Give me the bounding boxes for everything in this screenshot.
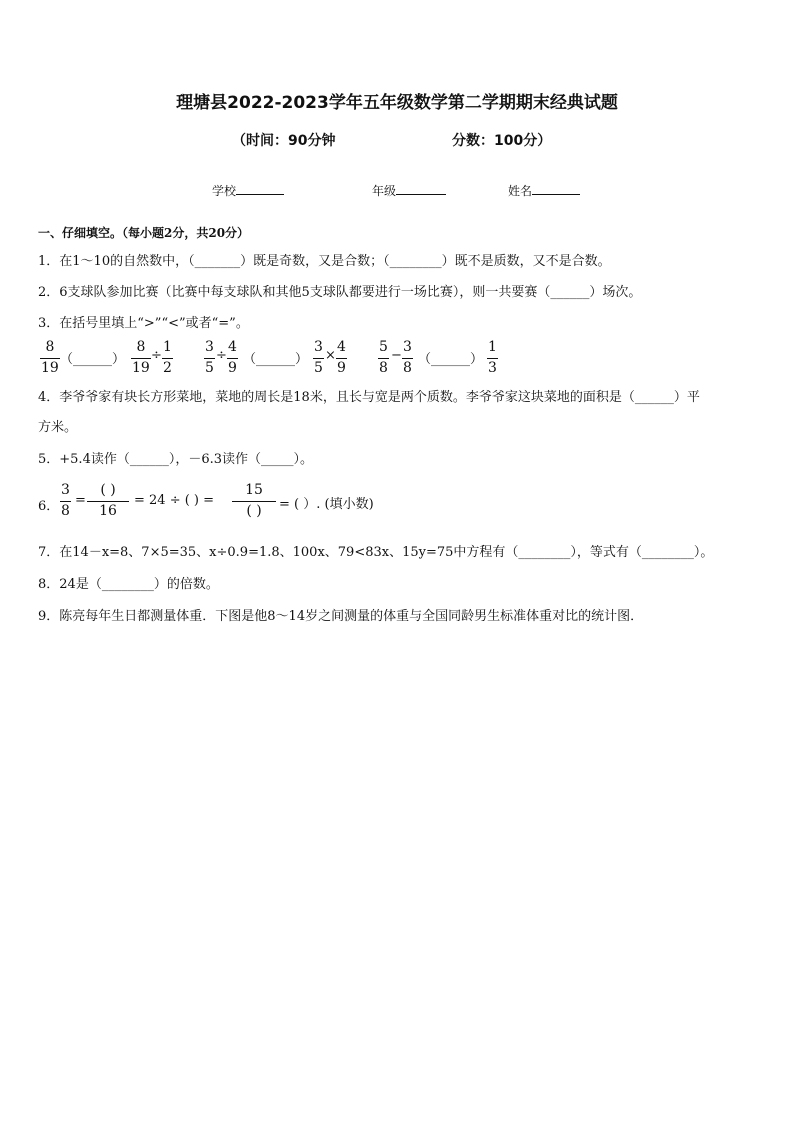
question-2: 2．6支球队参加比赛（比赛中每支球队和其他5支球队都要进行一场比赛），则一共要赛（______）场次。	[38, 285, 642, 300]
question-4: 4．李爷爷家有块长方形菜地，菜地的周长是18米，且长与宽是两个质数。李爷爷家这块菜地的面积是（______）平	[38, 390, 700, 405]
fraction: 8 19	[132, 339, 150, 376]
fraction: 1 3	[488, 339, 497, 376]
minus-sign: −	[391, 348, 402, 363]
question-7: 7．在14－x=8、7×5=35、x÷0.9=1.8、100x、79<83x、15y=75中方程有（________），等式有（________）。	[38, 545, 714, 560]
equals-sign: =	[75, 493, 86, 508]
question-9: 9．陈亮每年生日都测量体重．下图是他8～14岁之间测量的体重与全国同龄男生标准体重对比的统计图．	[38, 609, 644, 624]
answer-blank[interactable]: （______）	[418, 352, 484, 367]
answer-blank[interactable]: （______）	[60, 352, 126, 367]
name-field	[508, 182, 580, 199]
grade-label: 年级	[372, 184, 397, 198]
section-heading: 一、仔细填空。（每小题2分，共20分）	[38, 226, 250, 240]
fraction: 4 9	[228, 339, 237, 376]
school-blank	[236, 182, 284, 195]
question-1: 1．在1～10的自然数中，（_______）既是奇数，又是合数；（________）既不是质数，又不是合数。	[38, 254, 611, 269]
fraction: 5 8	[379, 339, 388, 376]
divide-sign: ÷	[151, 348, 162, 363]
school-label: 学校	[212, 184, 237, 198]
multiply-sign: ×	[325, 348, 336, 363]
fraction: 15 ( )	[232, 482, 276, 520]
fraction: 1 2	[163, 339, 172, 376]
fraction: ( ) 16	[87, 482, 129, 520]
grade-blank	[396, 182, 446, 195]
exam-score: 分数：100分）	[452, 133, 552, 149]
fraction: 3 5	[314, 339, 323, 376]
fraction: 3 8	[61, 482, 70, 519]
fraction: 4 9	[337, 339, 346, 376]
answer-blank[interactable]: （______）	[243, 352, 309, 367]
fraction: 8 19	[41, 339, 59, 376]
decimal-blank: = ( ）. (填小数)	[279, 497, 374, 512]
question-4-continued: 方米。	[38, 420, 78, 435]
fraction: 3 8	[403, 339, 412, 376]
question-5: 5．+5.4读作（______），－6.3读作（_____）。	[38, 452, 314, 467]
division-expression: = 24 ÷ ( ) =	[134, 493, 215, 508]
page-title: 理塘县2022-2023学年五年级数学第二学期期末经典试题	[176, 93, 618, 113]
question-8: 8．24是（________）的倍数。	[38, 577, 219, 592]
exam-time: （时间：90分钟	[232, 133, 336, 149]
question-3: 3．在括号里填上“>”“<”或者“=”。	[38, 316, 249, 331]
name-label: 姓名	[508, 184, 533, 198]
school-field	[212, 182, 284, 199]
fraction: 3 5	[205, 339, 214, 376]
divide-sign: ÷	[216, 348, 227, 363]
name-blank	[532, 182, 580, 195]
question-number: 6．	[38, 499, 60, 514]
grade-field	[372, 182, 446, 199]
